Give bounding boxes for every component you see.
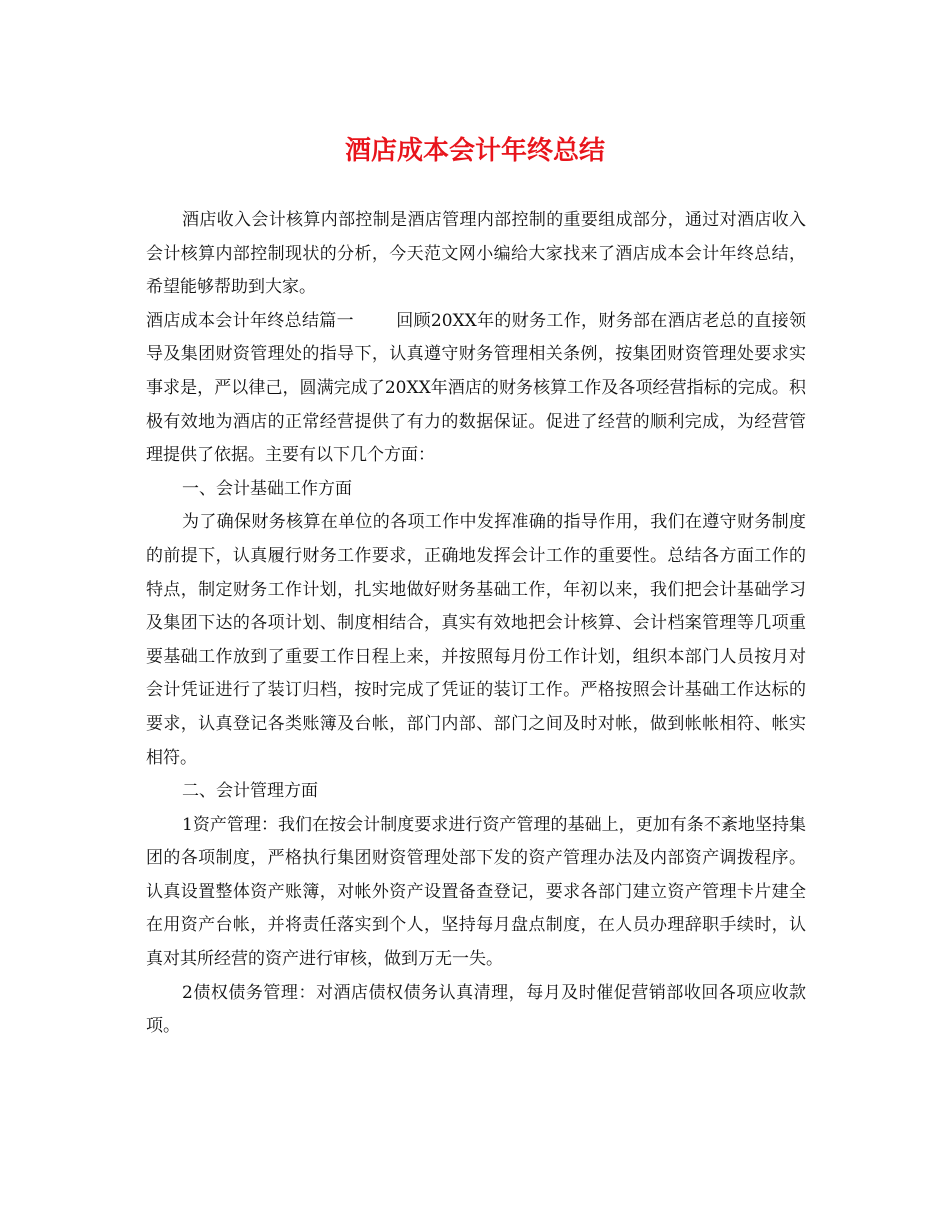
section1-paragraph: 为了确保财务核算在单位的各项工作中发挥准确的指导作用，我们在遵守财务制度的前提下，认真履行财务工作要求，正确地发挥会计工作的重要性。总结各方面工作的特点，制定财务工作计划，扎实地做好财务基础工作，年初以来，我们把会计基础学习及集团下达的各项计划、制度相结合，真实有效地把会计核算、会计档案管理等几项重要基础工作放到了重要工作日程上来，并按照每月份工作计划，组织本部门人员按月对会计凭证进行了装订归档，按时完成了凭证的装订工作。严格按照会计基础工作达标的要求，认真登记各类账簿及台帐，部门内部、部门之间及时对帐，做到帐帐相符、帐实相符。 xyxy=(146,512,806,768)
intro-paragraph: 酒店收入会计核算内部控制是酒店管理内部控制的重要组成部分，通过对酒店收入会计核算内部控制现状的分析，今天范文网小编给大家找来了酒店成本会计年终总结，希望能够帮助到大家。 xyxy=(146,210,806,298)
section1-heading: 一、会计基础工作方面 xyxy=(182,478,352,499)
document-title: 酒店成本会计年终总结 xyxy=(344,136,605,166)
section2-heading: 二、会计管理方面 xyxy=(182,781,318,802)
part1-text: 回顾20XX年的财务工作，财务部在酒店老总的直接领导及集团财资管理处的指导下，认真遵守财务管理相关条例，按集团财资管理处要求实事求是，严以律己，圆满完成了20XX年酒店的财务核算工作及各项经营指标的完成。积极有效地为酒店的正常经营提供了有力的数据保证。促进了经营的顺利完成，为经营管理提供了依据。主要有以下几个方面： xyxy=(146,310,806,466)
part1-paragraph xyxy=(146,305,806,473)
part1-label: 酒店成本会计年终总结篇一 xyxy=(146,310,354,331)
debt-management-paragraph: 2债权债务管理：对酒店债权债务认真清理，每月及时催促营销部收回各项应收款项。 xyxy=(146,982,806,1037)
document-body xyxy=(146,204,806,1044)
asset-management-paragraph: 1资产管理：我们在按会计制度要求进行资产管理的基础上，更加有条不紊地坚持集团的各项制度，严格执行集团财资管理处部下发的资产管理办法及内部资产调拨程序。认真设置整体资产账簿，对帐外资产设置备查登记，要求各部门建立资产管理卡片建全在用资产台帐，并将责任落实到个人，坚持每月盘点制度，在人员办理辞职手续时，认真对其所经营的资产进行审核，做到万无一失。 xyxy=(146,814,806,970)
